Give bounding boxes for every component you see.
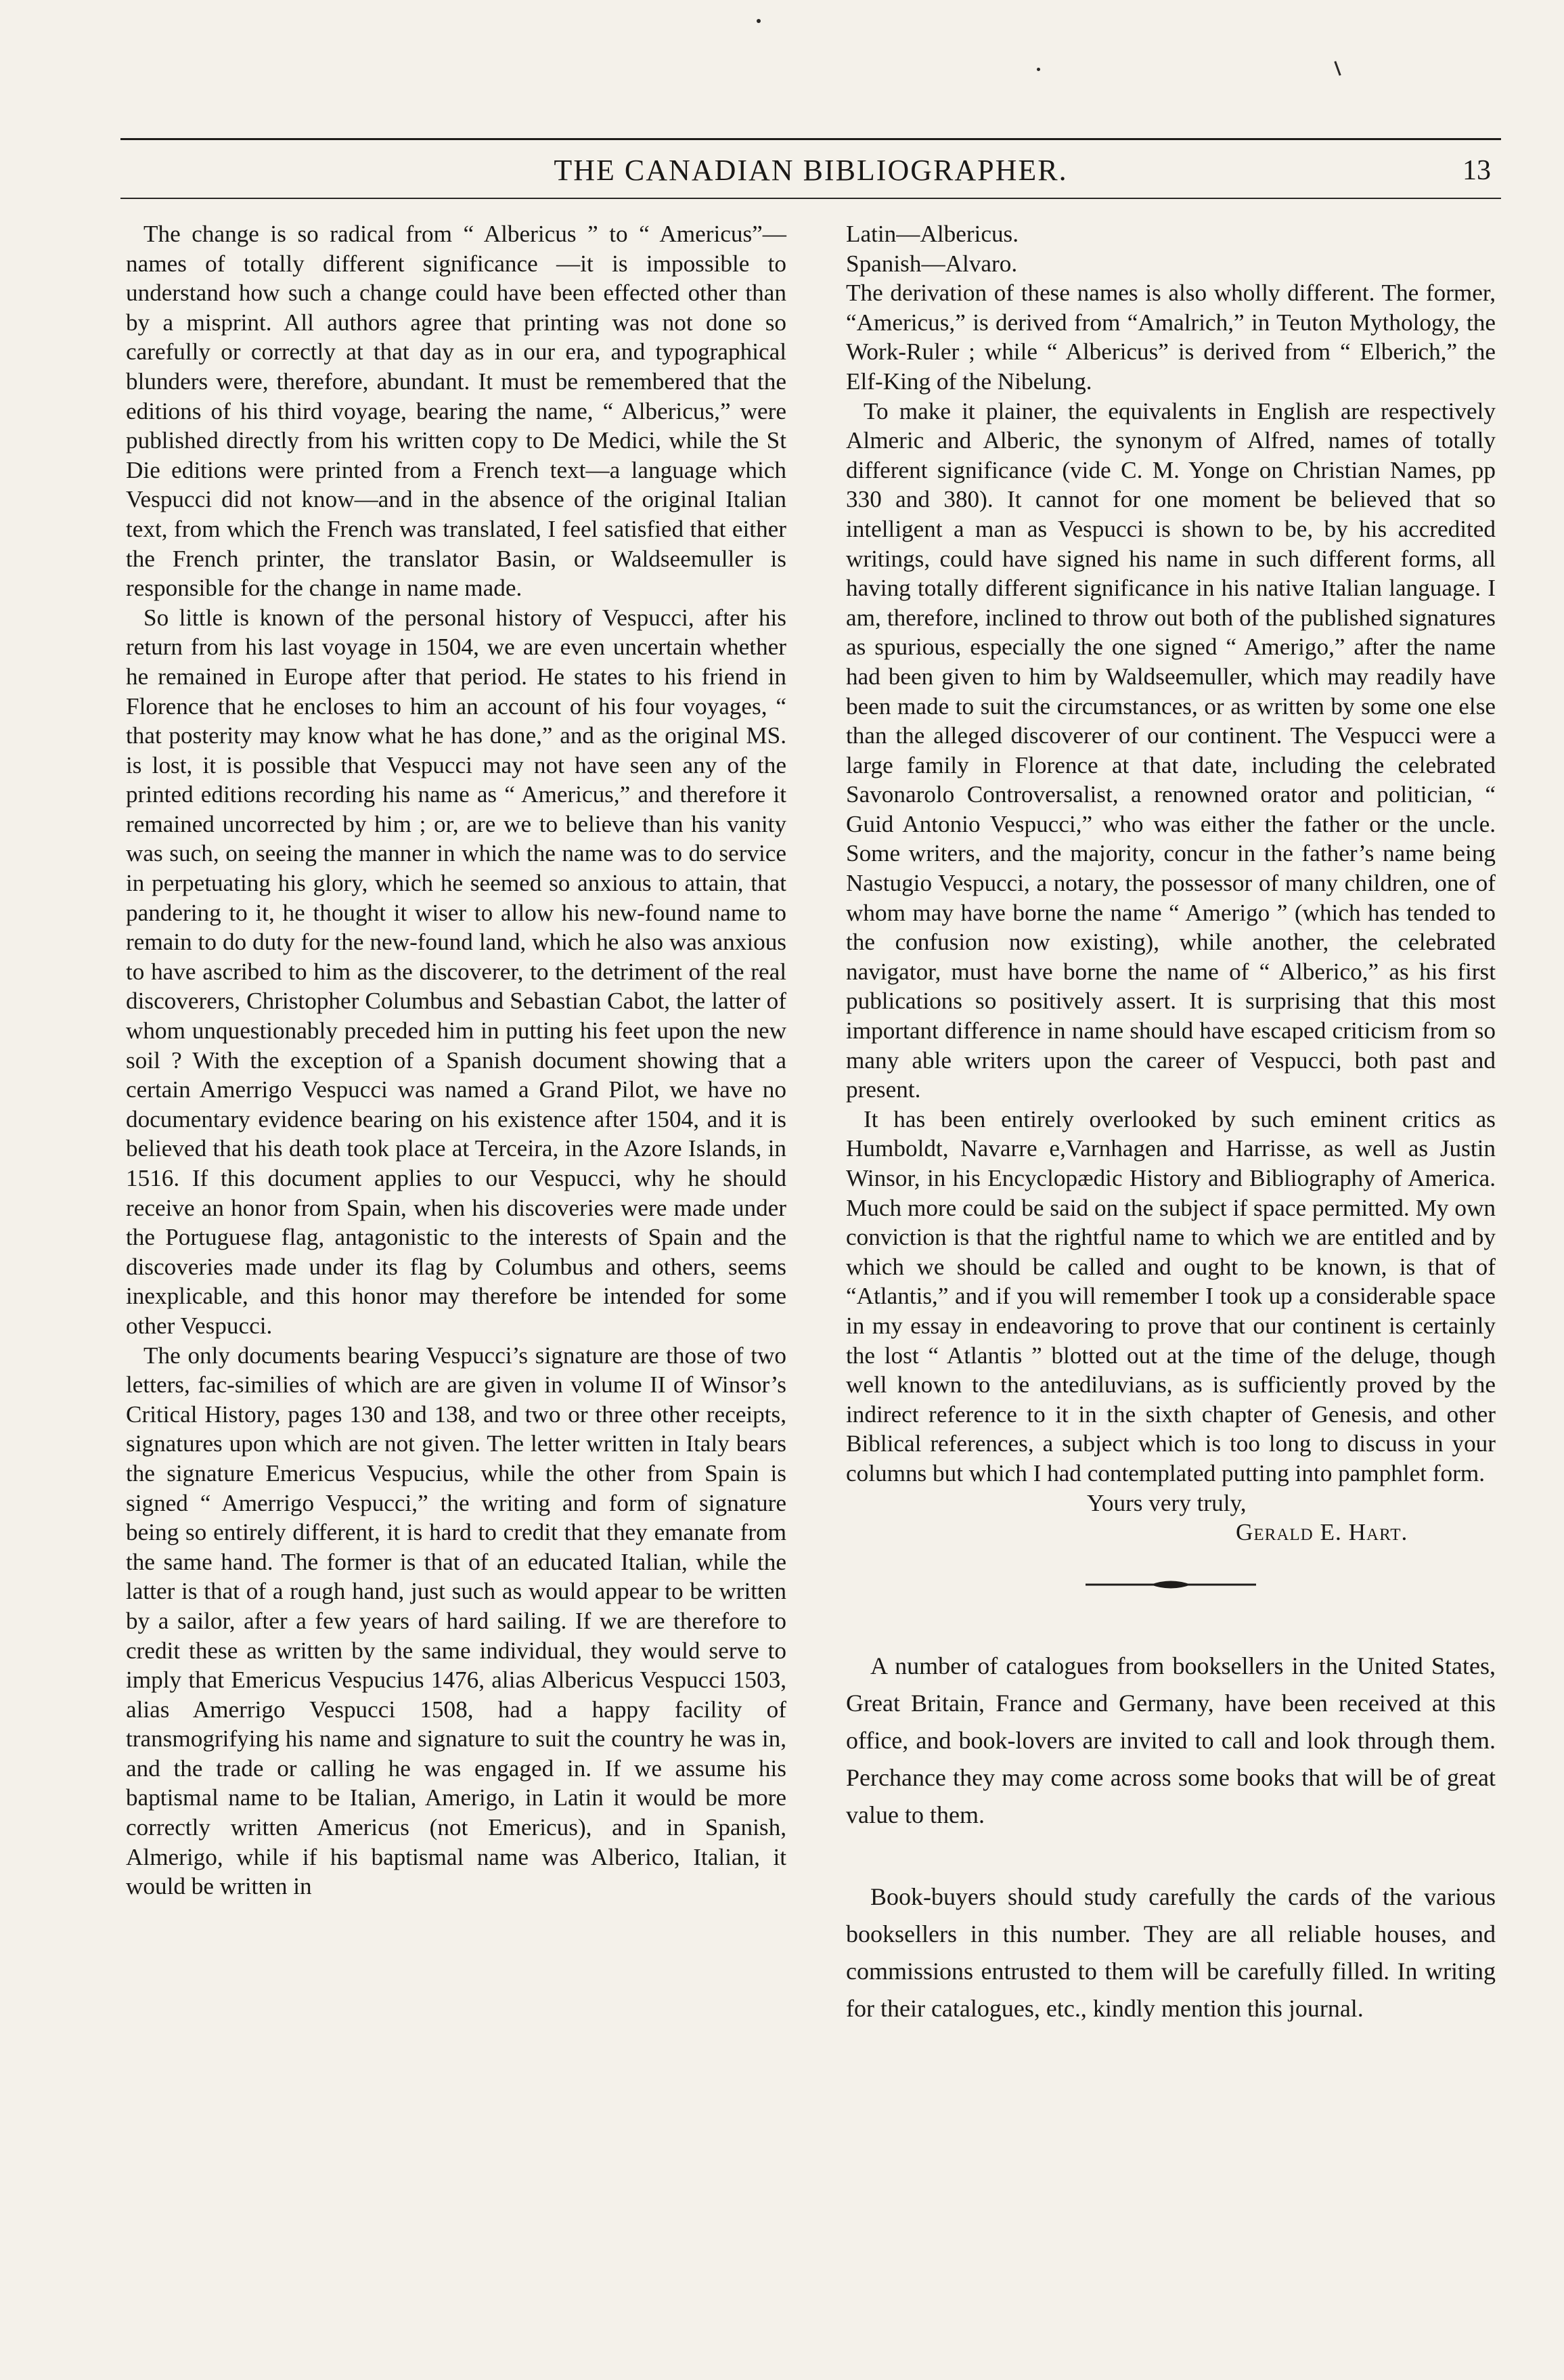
notice-text: Book-buyers should study carefully the cards of the various booksellers in this number. They are all reliable houses, and commissions entrusted to them will be carefully filled. In writing for their catalogues, etc., kindly mention this journal. [846, 1882, 1496, 2022]
right-column [846, 219, 1496, 2027]
section-divider-ornament [1083, 1574, 1259, 1595]
print-speck [1334, 61, 1341, 76]
letter-signature: Gerald E. Hart. [1236, 1519, 1408, 1546]
article-paragraph: The derivation of these names is also wholly different. The former, “Americus,” is derived from “Amalrich,” in Teuton Mythology, the Work-Ruler ; while “ Albericus” is derived from “ Elberich,” the Elf-King of the Nibelung. [846, 280, 1496, 395]
article-paragraph: It has been entirely overlooked by such eminent critics as Humboldt, Navarre e,Varnhagen and Harrisse, as well as Justin Winsor, in his Encyclopædic History and Bibliography of America. Much more could be said on the subject if space permitted. My own conviction is that the rightful name to which we are entitled and by which we should be called and ought to be known, is that of “Atlantis,” and if you will remember I took up a considerable space in my essay in endeavoring to prove that our continent is certainly the lost “ Atlantis ” blotted out at the time of the deluge, though well known to the antediluvians, as is sufficiently proved by the indirect reference to it in the sixth chapter of Genesis, and other Biblical references, a subject which is too long to discuss in your columns but which I had contemplated putting into pamphlet form. [846, 1105, 1496, 1486]
article-paragraph: The change is so radical from “ Albericus ” to “ Americus”—names of totally different significance —it is impossible to understand how such a change could have been effected other than by a misprint. All authors agree that printing was not done so carefully or correctly at that day as in our era, and typographical blunders were, therefore, abundant. It must be remembered that the editions of his third voyage, bearing the name, “ Albericus,” were published directly from his written copy to De Medici, while the St Die editions were printed from a French text—a language which Vespucci did not know—and in the absence of the original Italian text, from which the French was translated, I feel satisfied that either the French printer, the translator Basin, or Waldseemuller is responsible for the change in name made. [126, 221, 786, 602]
article-paragraph: To make it plainer, the equivalents in English are respectively Almeric and Alberic, the synonym of Alfred, names of totally different significance (vide C. M. Yonge on Christian Names, pp 330 and 380). It cannot for one moment be believed that so intelligent a man as Vespucci is shown to be, by his accredited writings, could have signed his name in such different forms, all having totally different significance in his native Italian language. I am, therefore, inclined to throw out both of the published signatures as spurious, especially the one signed “ Amerigo,” after the name had been given to him by Waldseemuller, which may readily have been made to suit the circumstances, or as written by some one else than the alleged discoverer of our continent. The Vespucci were a large family in Florence at that date, including the celebrated Savonarolo Controversalist, a renowned orator and politician, “ Guid Antonio Vespucci,” who was either the father or the uncle. Some writers, and the majority, concur in the father’s name being Nastugio Vespucci, a notary, the possessor of many children, one of whom may have borne the name “ Amerigo ” (which has tended to the confusion now existing), while another, the celebrated navigator, must have borne the name of “ Alberico,” as his first publications so positively assert. It is surprising that this most important difference in name should have escaped criticism from so many able writers upon the career of Vespucci, both past and present. [846, 397, 1496, 1103]
print-speck [1037, 68, 1040, 71]
name-line: Latin—Albericus. [846, 221, 1019, 247]
page-number: 13 [1462, 155, 1491, 186]
notice-text: A number of catalogues from booksellers in the United States, Great Britain, France and Germany, have been received at this office, and book-lovers are invited to call and look through them. Perchance they may come across some books that will be of great value to them. [846, 1652, 1496, 1828]
left-column [126, 219, 786, 1901]
header-rule [120, 198, 1501, 199]
print-speck [757, 19, 761, 23]
notice-book-buyers [846, 1878, 1496, 2027]
letter-closing: Yours very truly, [1087, 1489, 1247, 1516]
article-paragraph: So little is known of the personal history of Vespucci, after his return from his last voyage in 1504, we are even uncertain whether he remained in Europe after that period. He states to his friend in Florence that he encloses to him an account of his four voyages, “ that posterity may know what he has done,” and as the original MS. is lost, it is possible that Vespucci may not have seen any of the printed editions recording his name as “ Americus,” and therefore it remained uncorrected by him ; or, are we to believe than his vanity was such, on seeing the manner in which the name was to do service in perpetuating his glory, which he seemed so anxious to attain, that pandering to it, he thought it wiser to allow his new-found name to remain to do duty for the new-found land, which he also was anxious to have ascribed to him as the discoverer, to the detriment of the real discoverers, Christopher Columbus and Sebastian Cabot, the latter of whom unquestionably preceded him in putting his feet upon the new soil ? With the exception of a Spanish document showing that a certain Amerrigo Vespucci was named a Grand Pilot, we have no documentary evidence bearing on his existence after 1504, and it is believed that his death took place at Terceira, in the Azore Islands, in 1516. If this document applies to our Vespucci, why he should receive an honor from Spain, when his discoveries were made under the Portuguese flag, antagonistic to the interests of Spain and the discoveries made under its flag by Columbus and others, seems inexplicable, and this honor may therefore be intended for some other Vespucci. [126, 604, 786, 1339]
page-header-title: THE CANADIAN BIBLIOGRAPHER. [554, 154, 1068, 187]
top-rule [120, 138, 1501, 140]
article-paragraph: The only documents bearing Vespucci’s signature are those of two letters, fac-similies of which are are given in volume II of Winsor’s Critical History, pages 130 and 138, and two or three other receipts, signatures upon which are not given. The letter written in Italy bears the signature Emericus Vespucius, while the other from Spain is signed “ Amerrigo Vespucci,” the writing and form of signature being so entirely different, it is hard to credit that they emanate from the same hand. The former is that of an educated Italian, while the latter is that of a rough hand, just such as would appear to be written by a sailor, after a few years of hard sailing. If we are therefore to credit these as written by the same individual, they would serve to imply that Emericus Vespucius 1476, alias Albericus Vespucci 1503, alias Amerrigo Vespucci 1508, had a happy facility of transmogrifying his name and signature to suit the country he was in, and the trade or calling he was engaged in. If we assume his baptismal name to be Italian, Amerigo, in Latin it would be more correctly written Americus (not Emericus), and in Spanish, Almerigo, while if his baptismal name was Alberico, Italian, it would be written in [126, 1342, 786, 1900]
name-line: Spanish—Alvaro. [846, 250, 1018, 277]
notice-catalogues [846, 1648, 1496, 1834]
